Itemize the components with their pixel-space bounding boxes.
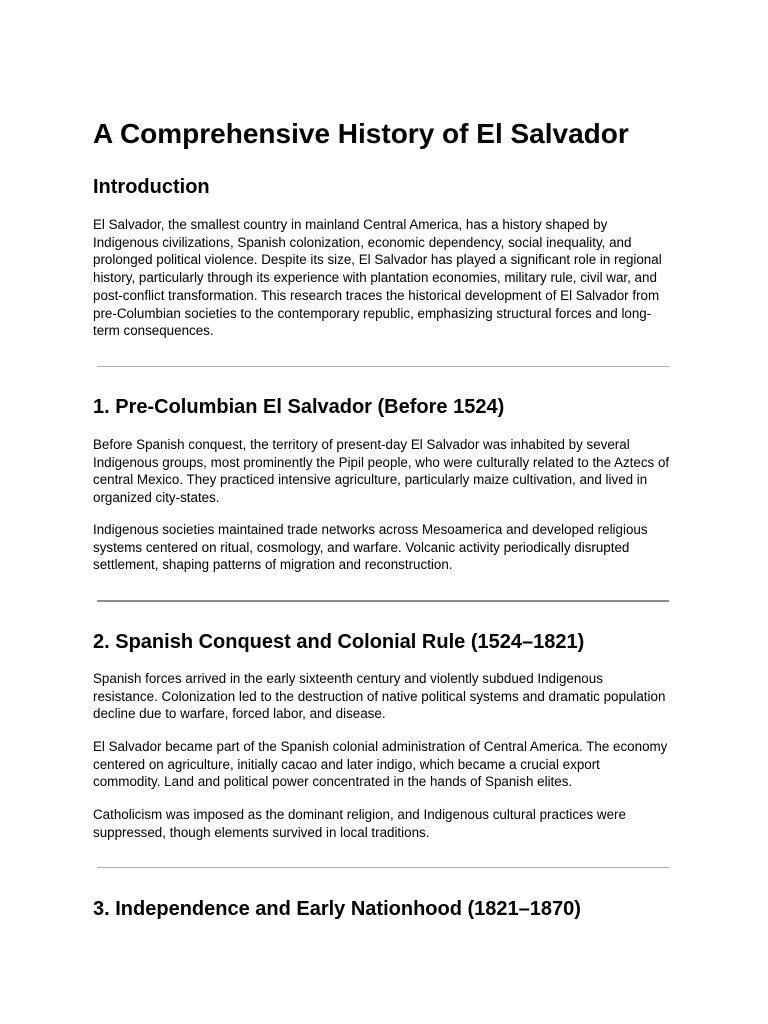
section-divider [97,366,669,367]
document-title: A Comprehensive History of El Salvador [93,118,629,149]
paragraph-introduction: El Salvador, the smallest country in mainland Central America, has a history shaped by Indigenous civilizations, Spanish colonization, economic dependency, social inequality, and prolonged political violence. Despite its size, El Salvador has played a significant role in regional history, particularly through its experience with plantation economies, military rule, civil war, and post-conflict transformation. This research traces the historical development of El Salvador from pre-Columbian societies to the contemporary republic, emphasizing structural forces and long-term consequences. [93,217,662,339]
section-heading-spanish-conquest: 2. Spanish Conquest and Colonial Rule (1524–1821) [93,631,585,653]
section-heading-pre-columbian: 1. Pre-Columbian El Salvador (Before 1524) [93,396,505,418]
section-divider [97,867,669,868]
section-heading-independence: 3. Independence and Early Nationhood (1821–1870) [93,898,581,920]
paragraph-pre-columbian-1: Before Spanish conquest, the territory of present-day El Salvador was inhabited by several Indigenous groups, most prominently the Pipil people, who were culturally related to the Aztecs of central Mexico. They practiced intensive agriculture, particularly maize cultivation, and lived in organized city-states. [93,437,670,506]
paragraph-spanish-conquest-3: Catholicism was imposed as the dominant religion, and Indigenous cultural practices were suppressed, though elements survived in local traditions. [93,807,626,840]
paragraph-spanish-conquest-1: Spanish forces arrived in the early sixteenth century and violently subdued Indigenous resistance. Colonization led to the destruction of native political systems and dramatic population decline due to warfare, forced labor, and disease. [93,671,666,722]
section-heading-introduction: Introduction [93,176,210,198]
section-divider [97,600,669,602]
paragraph-spanish-conquest-2: El Salvador became part of the Spanish colonial administration of Central America. The economy centered on agriculture, initially cacao and later indigo, which became a crucial export commodity. Land and political power concentrated in the hands of Spanish elites. [93,739,668,790]
paragraph-pre-columbian-2: Indigenous societies maintained trade networks across Mesoamerica and developed religious systems centered on ritual, cosmology, and warfare. Volcanic activity periodically disrupted settlement, shaping patterns of migration and reconstruction. [93,522,648,573]
